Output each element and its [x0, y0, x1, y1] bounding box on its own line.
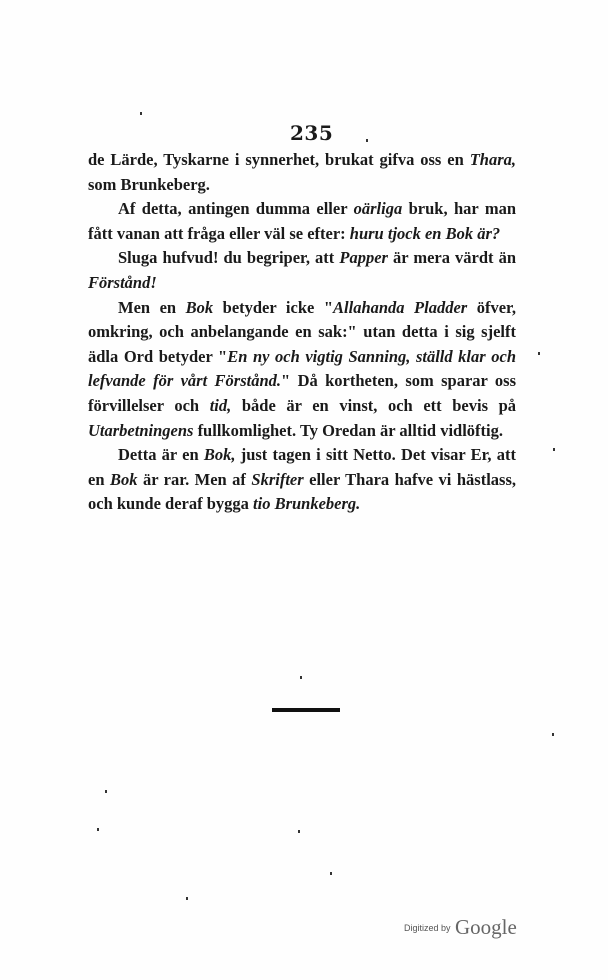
text-run: både är en vinst, och ett bevis på	[231, 395, 517, 415]
paragraph-1	[88, 148, 516, 197]
text-run: betyder icke "	[213, 297, 334, 317]
text-run: är rar. Men af	[137, 469, 252, 489]
scan-speck	[366, 139, 368, 142]
end-rule	[272, 708, 340, 712]
text-run: Detta är en	[118, 445, 204, 465]
scan-speck	[105, 790, 107, 793]
page-number: 235	[290, 121, 334, 145]
text-run: öfver, omkring, och anbelangande en sak:" utan detta i sig sjelft ädla Ord betyder "	[88, 297, 516, 366]
text-run: eller Thara hafve vi hästlass, och kunde deraf bygga	[88, 469, 517, 514]
paragraph-4	[88, 296, 516, 444]
italic-run: Bok	[185, 297, 214, 317]
scan-speck	[97, 828, 99, 831]
text-run: " Då kortheten, som sparar oss förvillelser och	[88, 371, 516, 415]
digitization-watermark	[404, 915, 517, 940]
italic-run: Thara,	[469, 150, 516, 169]
italic-run: Papper	[339, 248, 388, 268]
scan-speck	[298, 830, 300, 833]
watermark-prefix: Digitized by	[404, 923, 451, 933]
scan-speck	[186, 897, 188, 900]
scan-speck	[330, 872, 332, 875]
text-run: Af detta, antingen dumma eller	[118, 199, 354, 219]
italic-run: Bok	[109, 469, 138, 489]
text-run: Sluga hufvud! du begriper, att	[118, 248, 340, 268]
italic-run: oärliga	[353, 199, 403, 219]
text-run: som Brunkeberg.	[88, 174, 210, 194]
text-run: fullkomlighet. Ty Oredan är alltid vidlöftig.	[193, 420, 503, 440]
italic-run: Bok,	[203, 445, 236, 465]
italic-run: huru tjock en Bok är?	[349, 223, 501, 243]
paragraph-2	[88, 197, 516, 246]
scan-speck	[140, 112, 142, 115]
paragraph-3	[88, 246, 516, 295]
text-run: just tagen i sitt Netto. Det visar Er, att en	[88, 445, 516, 489]
scan-speck	[552, 733, 554, 736]
italic-run: Utarbetningens	[88, 420, 194, 440]
text-run: bruk, har man fått vanan att fråga eller väl se efter:	[88, 199, 517, 243]
scan-speck	[300, 676, 302, 679]
watermark-brand: Google	[454, 915, 517, 939]
italic-run: Allahanda Pladder	[333, 297, 468, 317]
text-run: Men en	[118, 297, 186, 317]
scan-speck	[553, 448, 555, 451]
scan-speck	[538, 352, 540, 355]
italic-run: Skrifter	[251, 469, 304, 489]
text-run: de Lärde, Tyskarne i synnerhet, brukat gifva oss en	[88, 150, 470, 169]
paragraph-5	[88, 443, 516, 517]
italic-run: En ny och vigtig Sanning, ställd klar och lefvande för vårt Förstånd.	[88, 346, 516, 391]
body-text	[88, 148, 516, 517]
italic-run: tid,	[209, 395, 232, 415]
italic-run: tio Brunkeberg.	[253, 494, 361, 514]
italic-run: Förstånd!	[88, 272, 157, 292]
text-run: är mera värdt än	[387, 248, 516, 268]
